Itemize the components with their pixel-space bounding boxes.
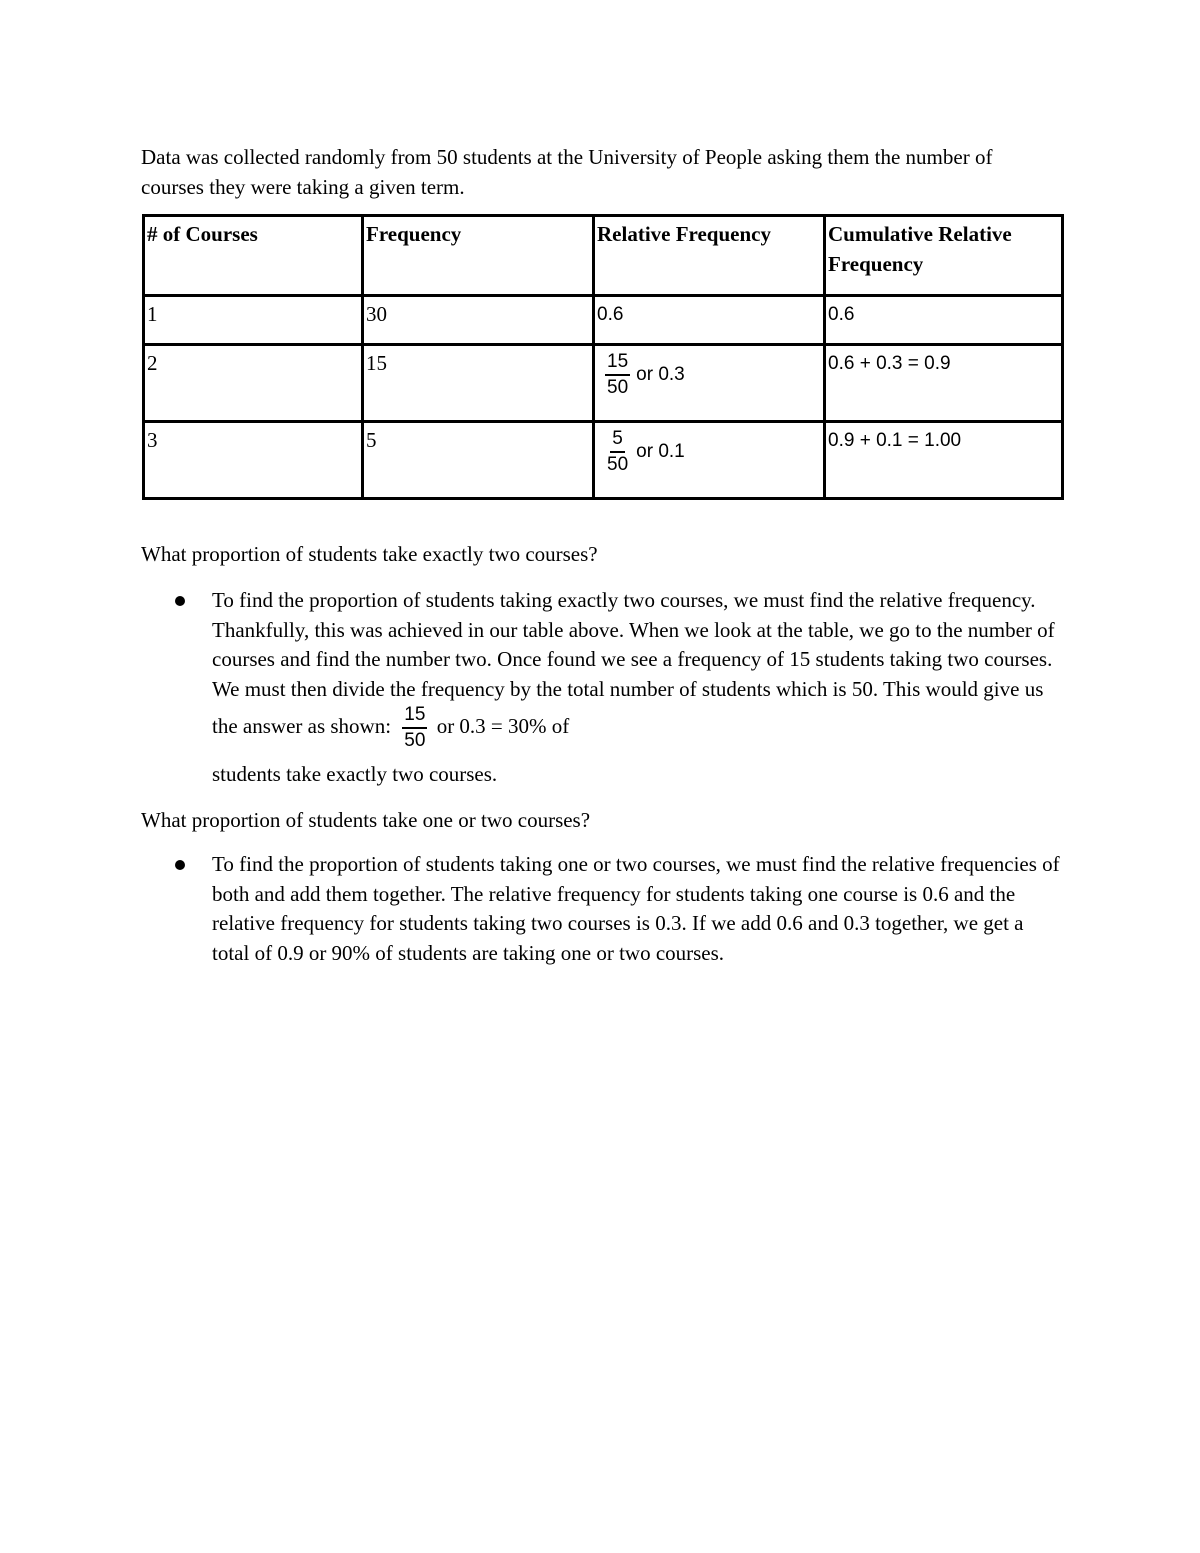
- cell-relative: [594, 422, 825, 499]
- relative-suffix: or 0.3: [636, 364, 685, 386]
- list-item: [141, 850, 1061, 968]
- fraction-numerator: 15: [402, 704, 427, 729]
- fraction-numerator: 5: [610, 428, 625, 453]
- answer-1-conclusion: students take exactly two courses.: [212, 762, 498, 786]
- cell-cumulative: 0.6 + 0.3 = 0.9: [825, 345, 1063, 422]
- answer-list-2: [141, 850, 1061, 968]
- bullet-icon: [175, 860, 185, 870]
- intro-paragraph: Data was collected randomly from 50 students at the University of People asking them the number of courses they were taking a given term.: [141, 145, 993, 199]
- header-courses: # of Courses: [144, 216, 363, 296]
- bullet-icon: [175, 596, 185, 606]
- table-row: [144, 345, 1063, 422]
- answer-list-1: [141, 586, 1061, 796]
- header-relative-frequency: Relative Frequency: [594, 216, 825, 296]
- fraction-denominator: 50: [607, 377, 629, 398]
- cell-courses: 3: [144, 422, 363, 499]
- frequency-table: [142, 214, 1064, 500]
- header-cumulative-relative-frequency: Cumulative Relative Frequency: [825, 216, 1063, 296]
- cell-cumulative: 0.6: [825, 296, 1063, 345]
- cell-courses: 2: [144, 345, 363, 422]
- fraction-denominator: 50: [607, 454, 629, 475]
- fraction: [402, 704, 427, 752]
- question-1: What proportion of students take exactly two courses?: [141, 542, 598, 566]
- fraction: [605, 428, 630, 476]
- cell-relative: 0.6: [594, 296, 825, 345]
- cell-relative: [594, 345, 825, 422]
- table-row: [144, 422, 1063, 499]
- answer-1-text: To find the proportion of students taking exactly two courses, we must find the relative frequency. Thankfully, this was achieved in our table above. When we look at the table, we go to the number of courses and find the number two. Once found we see a frequency of 15 students taking two courses. We must then divide the frequency by the total number of students which is 50. This would give us the answer as shown:: [212, 588, 1055, 738]
- fraction-denominator: 50: [404, 730, 426, 751]
- cell-courses: 1: [144, 296, 363, 345]
- table-header-row: [144, 216, 1063, 296]
- list-item: [141, 586, 1061, 796]
- cell-frequency: 15: [363, 345, 594, 422]
- cell-frequency: 30: [363, 296, 594, 345]
- header-frequency: Frequency: [363, 216, 594, 296]
- question-2: What proportion of students take one or two courses?: [141, 808, 591, 832]
- answer-1-result: or 0.3 = 30% of: [436, 713, 570, 738]
- fraction: [605, 351, 630, 399]
- cell-cumulative: 0.9 + 0.1 = 1.00: [825, 422, 1063, 499]
- table-row: [144, 296, 1063, 345]
- answer-2-text: To find the proportion of students taking one or two courses, we must find the relative frequencies of both and add them together. The relative frequency for students taking one course is 0.6 and the relative frequency for students taking two courses is 0.3. If we add 0.6 and 0.3 together, we get a total of 0.9 or 90% of students are taking one or two courses.: [212, 852, 1060, 965]
- relative-suffix: or 0.1: [636, 441, 685, 463]
- cell-frequency: 5: [363, 422, 594, 499]
- fraction-numerator: 15: [605, 351, 630, 376]
